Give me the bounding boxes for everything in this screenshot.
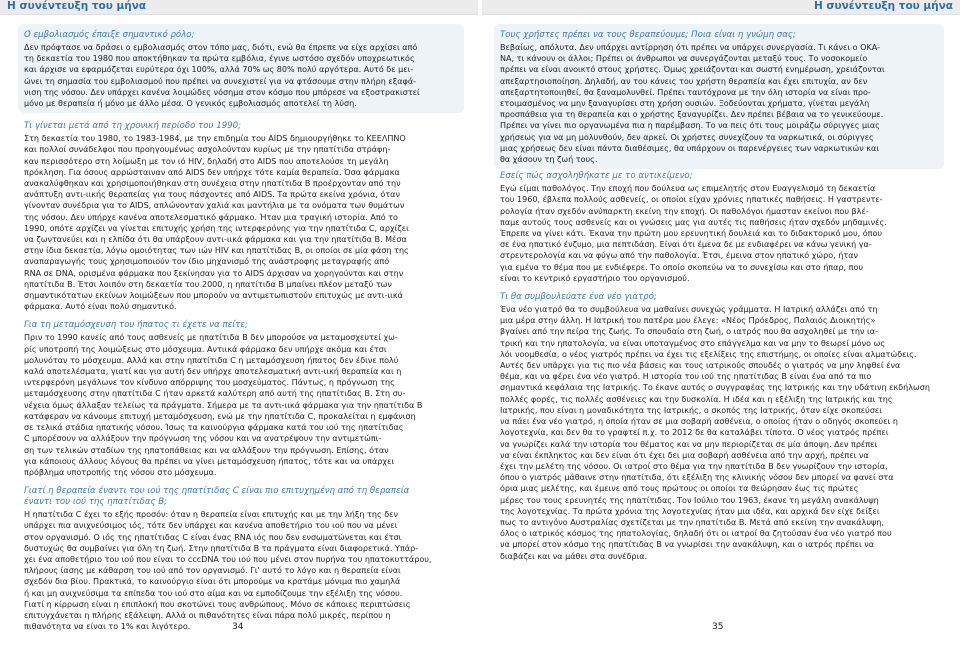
- left-column: [24, 24, 462, 632]
- left-box-answer: Δεν πρόφτασε να δράσει ο εμβολιασμός στον τόπο μας, διότι, ενώ θα έπρεπε να είχε αρχίσει από τη δεκαετία του 1980 που αποκτήθηκαν τα πρώτα εμβόλια, έγινε ωστόσο σχεδόν υποχρεωτικός και άρχισε να εφαρμόζεται ευρύτερα όχι 100%, αλλά 70% ως 80% πολύ αργότερα. Αυτό δε μει- ώνει τη σημασία του εμβολιασμού που πρέπει να συνεχιστεί για να φτάσουμε στην πλήρη εξαφά- νιση της νόσου. Δεν υπάρχει κανένα λοιμώδες νόσημα στον κόσμο που μπόρεσε να εξοστρακιστεί μόνο με θεραπεία ή μόνο με άλλο μέσα. Ο γενικός εμβολιασμός αποτελεί τη λύση.: [24, 43, 420, 109]
- left-question-4: Γιατί η θεραπεία έναντι του ιού της ηπατίτιδας C είναι πιο επιτυχημένη από τη θεραπεία έναντι του ιού της ηπατίτιδας Β;: [24, 486, 410, 508]
- right-question-3: Τι θα συμβουλεύατε ένα νέο γιατρό;: [500, 292, 657, 303]
- right-answer-3: Ένα νέο γιατρό θα το συμβούλευα να μαθαίνει συνεχώς γράμματα. Η Ιατρική αλλάζει από τη μια μέρα στην άλλη. Η Ιατρική του πατέρα μου έλεγε: «Νέος Πρόεδρος, Παλαιός Διοικητής» βγαίνει από την πείρα της ζωής. Το σπουδαίο στη ζωή, ο ιατρός που θα ασχοληθεί με την ια- τρική και την ηπατολογία, να είναι υποταγμένος στο επάγγελμα και να μην το θεωρεί μόνο ως λόι νοομθεσία, ο νέος γιατρός πρέπει να έχει τις εξελίξεις της επιστήμης, οι οποίες είναι αλματώδεις. Αυτές δεν υπάρχει για τις πιο νέα βάσεις και τους ιατρικούς σπουδές ο γιατρός να μην ληφθεί ένα θέμα, και να φέρει ένα νέο γιατρό. Η ιστορία του ιού της ηπατίτιδας Β είναι ένα από τα πιο σημαντικά κεφάλαια της Ιατρικής. Το έκανε αυτός ο συγγραφέας της Ιατρικής και την υδάτινη εκδήλωση πολλές φορές, τις πολλές ασθένειες και την δυσκολία. Η ιδέα και η εξέλιξη της Ιατρικής και της Ιατρικής, που είναι η μοναδικότητα της Ιατρικής, ο σκοπός της Ιατρικής, όταν είχε σκοπεύσει να πάει ένα νέο γιατρό, η οποία ήταν σε μια σοβαρή ασθένεια, ο οποίος ήταν ο οδηγός σκοπεύει η λογοτεχνία, και δεν θα το γραφτεί π.χ. το 2012 δε θα καταλάβει τίποτα. Ο νέος γιατρός πρέπει να γνωρίζει καλά την ιστορία του θέματος και να μην περιορίζεται σε μία άποψη. Δεν πρέπει να είναι έκπληκτος και δεν είναι ότι έχει δει μια σοβαρή ασθένεια από την αρχή, πρέπει να έχει την μελέτη της νόσου. Οι ιατροί στο θέμα για την ηπατίτιδα Β δεν γνωρίζουν την ιστορία, όπου ο γιατρός μάθαινε στην ηπατίτιδα, ότι εξέλιξη της κλινικής νόσου δεν μπορεί να φανεί στα όρια μιας μελέτης, και έμεινε από τους πρώτους οι οποίοι τα θεώρησαν έως τις πρώτες μέρες του τους ερευνητές της ηπατίτιδας. Τον Ιούλιο του 1963, έκανε τη μεγάλη ανακάλυψη της λογοτεχνίας. Τα πρώτα χρόνια της λογοτεχνίας ήταν μια ιδέα, και αρχικά δεν είχε δείξει πως το αντιγόνο Αυστραλίας σχετίζεται με την ηπατίτιδα Β. Μετά από εκείνη την ανακάλυψη, όλος ο ιατρικός κόσμος της ηπατολογίας, δηλαδή ότι οι ιατροί θα ζητούσαν ένα νέο γιατρό που να μπορεί στον κόσμο της ηπατίτιδας Β να γνωρίσει την ανακάλυψη, και ο ιατρός πρέπει να διαβάζει και να μάθει στα συνέδρια.: [500, 305, 930, 561]
- right-column: [500, 24, 942, 562]
- right-box-answer: Βεβαίως, απόλυτα. Δεν υπάρχει αντίρρηση ότι πρέπει να υπάρχει συνεργασία. Τι κάνει ο ΟΚΑ- ΝΑ, τι κάνουν οι άλλοι; Πρέπει οι άνθρωποι να συνεργάζονται μεταξύ τους. Το νοσοκομείο πρέπει να είναι ανοικτό στους χρήστες. Όμως χρειάζονται και σωστή ενημέρωση, χρειάζονται απεξαρτησιοποίηση. Δηλαδή, αν του κάνεις του χρήστη θεραπεία και έχει επιτυχία, αν δεν απεξαρτητοποιηθεί, θα ξαναμολυνθεί. Πρέπει ταυτόχρονα με την όλη ιστορία να είναι προ- ετοιμασμένος να μην ξαναγυρίσει στη χρήση ουσιών. Ξοδεύονται χρήματα, γίνεται μεγάλη προσπάθεια για τη θεραπεία και ο χρήστης ξαναγυρίζει. Δεν πρέπει βέβαια να το γενικεύουμε. Πρέπει να γίνει πιο οργανωμένα πια η παρέμβαση. Το να πεις ότι τους μοιράζω σύριγγες μιας χρήσεως για να μη μολυνθούν, δεν αρκεί. Οι χρήστες συνεχίζουν τα ναρκωτικά, οι σύριγγες μιας χρήσεως δεν είναι πάντα διαθέσιμες, θα υπάρχουν οι παρενέργειες των ναρκωτικών και θα χάσουν τη ζωή τους.: [500, 43, 885, 165]
- right-answer-2: Εγώ είμαι παθολόγος. Την εποχή που δούλευα ως επιμελητής στον Ευαγγελισμό τη δεκαετία του 1960, έβλεπα πολλούς ασθενείς, οι οποίοι είχαν χρόνιες ηπατικές παθήσεις. Η γαστρεντε- ρολογία ήταν σχεδόν ανύπαρκτη εκείνη την εποχή. Οι παθολόγοι ήμασταν εκείνοι που βλέ- παμε αυτούς τους ασθενείς και οι γνώσεις μας για αυτές τις παθήσεις ήταν σχεδόν μηδαμινές. Έπρεπε να γίνει κάτι. Έκανα την πρώτη μου ερευνητική δουλειά και το διδακτορικό μου, όπου σε ένα ηπατικό ένζυμο, μια πεπτιδάση. Είναι ότι έμενα δε με ενδιαφέρει να κάνω γενική γα- στρεντερολογία και να φύγω από την παθολογία. Έτσι, έμεινα στον ηπατικό χώρο, ήταν για εμένα το θέμα που με ενδιέφερε. Το οποίο σκοπεύω να το συνεχίσω και στο ήπαρ, που είναι το κεντρικό εργαστήριο του οργανισμού.: [500, 184, 887, 283]
- left-answer-3: Πριν το 1990 κανείς από τους ασθενείς με ηπατίτιδα Β δεν μπορούσε να μεταμοσχευτεί χω- ρίς υποτροπή της λοιμώξεως στο μόσχευμα. Αντιικά φάρμακα δεν υπήρχε ακόμα και έτσι μολυνόταν το μόσχευμα. Αλλά και στην ηπατίτιδα C η μεταμόσχευση ήπατος δεν έδινε πολύ καλά αποτελέσματα, γιατί και για αυτή δεν υπήρχε αποτελεσματική αντι-ιική θεραπεία και η ιντερφερόνη μεγάλωνε τον κίνδυνο απόρριψης του μοσχεύματος. Πάντως, η πρόγνωση της μεταμόσχευσης στην ηπατίτιδα C ήταν αρκετά καλύτερη από αυτή της ηπατίτιδας Β. Στη συ- νέχεια όμως άλλαξαν τελείως τα πράγματα. Σήμερα με τα αντι-ιικά φάρμακα για την ηπατίτιδα Β κατάφεραν να κάνουμε επιτυχή μεταμόσχευση, ενώ με την ηπατίτιδα C, προκαλείται η εμφάνιση σε τελικά στάδια ηπατικής νόσου. Ίσως τα καινούργια φάρμακα κατά του ιού της ηπατίτιδας C μπορέσουν να αλλάξουν την πρόγνωση της νόσου και να ανατρέψουν την αντιμετώπι- ση των τελικών σταδίων της ηπατοπάθειας και να αλλάξουν την πρόγνωση. Επίσης, όταν για κάποιους άλλους λόγους θα πρέπει να γίνει μεταμόσχευση ήπατος, τότε και να υπάρχει πρόβλημα υποτροπής της νόσου στο μόσχευμα.: [24, 333, 423, 477]
- left-page: [0, 0, 478, 660]
- right-highlight-box: [494, 24, 944, 169]
- left-answer-4: Η ηπατίτιδα C έχει το εξής προσόν: όταν η θεραπεία είναι επιτυχής και με την λήξη της δεν υπάρχει πια ανιχνεύσιμος ιός, τότε δεν υπάρχει και κανένα αποθετήριο του ιού που να μένει στον οργανισμό. Ο ιός της ηπατίτιδας C είναι ένας RNA ιός που δεν ενσωματώνεται και έτσι δυστυχώς θα συμβαίνει για όλη τη ζωή. Στην ηπατίτιδα Β τα πράγματα είναι διαφορετικά. Υπάρ- χει ένα αποθετήριο του ιού που είναι το cccDNA του ιού που μένει στον πυρήνα του ηπατοκυττάρου, πλήρους ίασης με κάθαρση του ιού από τον οργανισμό. Γι' αυτό το λόγο και η θεραπεία είναι σχεδόν δια βίου. Πρακτικά, το καινούργιο είναι ότι μπορούμε να κρατάμε μόνιμα πιο χαμηλά ή και μη ανιχνεύσιμα τα επίπεδα του ιού στο αίμα και να εμποδίζουμε την εξέλιξη της νόσου. Γιατί η κίρρωση είναι η επιπλοκή που σκοτώνει τους ανθρώπους. Μόνο σε κάποιες περιπτώσεις επιτυγχάνεται η πλήρης εξάλειψη. Αλλά οι πιθανότητες είναι πάρα πολύ μικρές, περίπου η πιθανότητα να είναι το 1% και λιγότερο.: [24, 510, 432, 632]
- right-box-question: Τους χρήστες πρέπει να τους θεραπεύουμε; Ποια είναι η γνώμη σας;: [500, 30, 796, 40]
- right-running-title: Η συνέντευξη του μήνα: [813, 0, 953, 12]
- right-page: [482, 0, 960, 660]
- left-answer-2: Στη δεκαετία του 1980, το 1983-1984, με την επιδημία του AIDS δημιουργήθηκε το ΚΕΕΛΠΝΟ και πολλοί συνάδελφοι που προηγουμένως ασχολούνταν κυρίως με την ηπατίτιδα στράφη- καν περισσότερο στη λοίμωξη με τον ιό HIV, δηλαδή στο AIDS που αποτελούσε τη μεγάλη πρόκληση. Για όσους αρρώσταιναν από AIDS δεν υπήρχε τότε καμία θεραπεία. Όσα φάρμακα ανακαλύφθηκαν και χρησιμοποιήθηκαν στη συνέχεια στην ηπατίτιδα Β προέρχονταν από την ανάπτυξη αντι-ιικής θεραπείας για τους πάσχοντες από AIDS. Τα πρώτα εκείνα χρόνια, όταν γίνονταν συνέδρια για το AIDS, απλώνονταν χαλιά και μαντήλια με τα ονόματα των θυμάτων της νόσου. Δεν υπήρχε κανένα αποτελεσματικό φάρμακο. Ήταν μια τραγική ιστορία. Από το 1990, οπότε αρχίζει να γίνεται επιτυχής χρήση της ιντερφερόνης για την ηπατίτιδα C, αρχίζει να ζωντανεύει και η ελπίδα ότι θα υπάρξουν αντι-ιικά φάρμακα και για την ηπατίτιδα Β. Μέσα στην ίδια δεκαετία, λόγω ομοιότητας των ιών HIV και ηπατίτιδας Β, οι οποίοι σε μία φάση της αναπαραγωγής τους χρησιμοποιούν τον ίδιο μηχανισμό της ανάστροφης μεταγραφής από RNA σε DNA, ορισμένα φάρμακα που ξεκίνησαν για το AIDS άρχισαν να χορηγούνται και στην ηπατίτιδα Β. Έτσι λοιπόν στη δεκαετία του 2000, η ηπατίτιδα Β μπαίνει πλέον μεταξύ των σημαντικότατων εκείνων λοιμώξεων που μπορούν να αντιμετωπιστούν επιτυχώς με αντι-ιικά φάρμακα. Αυτό είναι πολύ σημαντικό.: [24, 134, 409, 312]
- left-page-number: 34: [232, 622, 244, 632]
- left-highlight-box: [18, 24, 464, 113]
- left-box-question: Ο εμβολιασμός έπαιξε σημαντικό ρόλο;: [24, 30, 195, 40]
- left-question-3: Για τη μεταμόσχευση του ήπατος τι έχετε να πείτε;: [24, 320, 248, 331]
- right-question-2: Εσείς πώς ασχοληθήκατε με το αντικείμενο;: [500, 171, 693, 182]
- left-running-title: Η συνέντευξη του μήνα: [7, 0, 147, 12]
- left-question-2: Τι γίνεται μετά από τη χρονική περίοδο του 1990;: [24, 121, 242, 132]
- right-page-number: 35: [712, 622, 724, 632]
